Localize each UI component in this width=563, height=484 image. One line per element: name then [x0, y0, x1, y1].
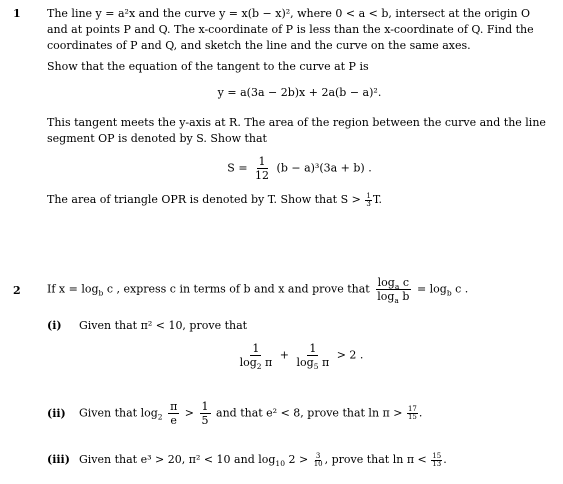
q2-part-i-frac2-den: [295, 356, 332, 372]
q2-part-ii-b: and that e² < 8, prove that ln π >: [216, 406, 403, 420]
q2-part-iii: [47, 452, 552, 468]
q2-part-ii-frac2-den: 5: [201, 414, 209, 427]
q2-part-ii-gt: >: [184, 406, 195, 420]
q1-equation-tangent: y = a(3a − 2b)x + 2a(b − a)².: [217, 86, 382, 99]
q2-pi-f1-log: log: [239, 356, 257, 369]
q2-part-ii-frac3-num: 17: [407, 405, 417, 413]
question-2-number: 2: [13, 284, 21, 297]
q2-intro-d: c .: [451, 282, 469, 296]
q2-part-ii-frac2: [200, 400, 211, 427]
q2-intro-a: If x = log: [47, 282, 99, 296]
q1-eq2-rhs: (b − a)³(3a + b) .: [276, 161, 372, 175]
question-1-body: [47, 6, 552, 208]
question-1-number: 1: [13, 7, 21, 20]
q1-paragraph-4: [47, 192, 552, 208]
q2-part-ii-sub: 2: [157, 412, 163, 422]
q2-part-i-inequality: [47, 342, 552, 372]
q2-part-iii-frac1-den: 10: [313, 459, 323, 468]
q2-part-iii-frac1: [313, 453, 324, 468]
q2-part-iii-c: , prove that ln π <: [324, 453, 427, 466]
q2-pi-f2-tail: π: [318, 356, 330, 369]
q2-part-ii: [47, 400, 552, 427]
q2-part-iii-statement: [47, 452, 552, 468]
q2-frac-den-sub: a: [394, 296, 399, 306]
q2-part-i-frac1-den: [238, 356, 275, 372]
q1-paragraph-2: Show that the equation of the tangent to the curve at P is: [47, 60, 369, 73]
q1-eq2-fraction: [253, 155, 271, 182]
q2-part-ii-frac3-den: 15: [407, 413, 417, 421]
q2-part-ii-frac3: [407, 406, 418, 421]
q2-part-i-frac1: [238, 342, 275, 372]
q2-part-iii-sub: 10: [275, 459, 285, 469]
q2-part-ii-statement: [47, 400, 552, 427]
q2-part-iii-frac2-den: 13: [432, 459, 442, 468]
q2-frac-num-tail: c: [399, 276, 409, 289]
q2-part-i-frac2-num: 1: [309, 342, 317, 355]
q2-pi-f2-sub: 5: [313, 362, 319, 372]
q2-part-ii-frac1-num: π: [170, 400, 178, 413]
q2-part-i-label: (i): [47, 319, 62, 332]
question-2-intro: [47, 276, 552, 306]
q2-part-ii-frac2-num: 1: [201, 400, 209, 413]
q2-part-iii-label: (iii): [47, 453, 70, 466]
q2-part-i-text: Given that π² < 10, prove that: [79, 319, 248, 332]
q2-part-i-frac1-num: 1: [252, 342, 260, 355]
q2-part-iii-b: 2 >: [284, 453, 309, 466]
q2-part-iii-a: Given that e³ > 20, π² < 10 and log: [79, 453, 276, 466]
q2-intro-b: c , express c in terms of b and x and prove that: [103, 282, 370, 296]
q1-p4-fraction: [365, 193, 371, 208]
q2-part-i-frac2: [295, 342, 332, 372]
q2-pi-f2-log: log: [296, 356, 314, 369]
q2-part-ii-frac1-den: e: [170, 414, 177, 427]
q2-intro-frac-num: [376, 276, 411, 290]
q2-intro-c: = log: [416, 282, 447, 296]
q1-equation-area: [47, 155, 552, 182]
q2-frac-num-sub: a: [394, 282, 400, 292]
q2-part-iii-frac1-num: 3: [315, 451, 321, 460]
q2-part-ii-frac1: [168, 400, 179, 427]
q1-p4-text: The area of triangle OPR is denoted by T. Show that S >: [47, 193, 361, 206]
q2-part-iii-frac2: [431, 453, 442, 468]
q1-eq2-numerator: 1: [258, 155, 266, 168]
q2-intro-sub2: b: [446, 288, 452, 298]
q2-part-ii-label: (ii): [47, 406, 66, 420]
q2-part-iii-frac2-num: 15: [432, 451, 442, 460]
q2-part-i-tail: > 2 .: [336, 348, 364, 362]
q1-paragraph-3: This tangent meets the y-axis at R. The area of the region between the curve and the line segment OP is denoted by S. Show that: [47, 116, 546, 145]
q2-pi-f1-tail: π: [261, 356, 273, 369]
q1-eq2-denominator: 12: [255, 169, 270, 182]
q2-part-ii-a: Given that log: [79, 406, 158, 420]
q2-part-iii-end: .: [443, 453, 447, 466]
q2-part-ii-end: .: [418, 406, 423, 420]
q1-p4-num: 1: [366, 191, 371, 200]
q1-eq2-lhs: S =: [227, 161, 248, 175]
q2-part-i: [47, 318, 552, 372]
q2-pi-f1-sub: 2: [256, 362, 262, 372]
q2-part-i-plus: +: [279, 348, 289, 362]
q1-p4-tail: T.: [372, 193, 383, 206]
q2-frac-den-log: log: [377, 290, 395, 303]
q2-part-i-statement: [47, 318, 552, 334]
q2-intro-sub1: b: [98, 288, 104, 298]
q2-frac-num-log: log: [377, 276, 395, 289]
q2-intro-frac-den: [375, 290, 411, 306]
q2-intro-line: [47, 276, 552, 306]
q1-paragraph-1: The line y = a²x and the curve y = x(b − x)², where 0 < a < b, intersect at the origin O and at points P and Q. The x-coordinate of P is less than the x-coordinate of Q. Find the coordinates of P and Q, and sketch the line and the curve on the same axes.: [47, 7, 534, 52]
q2-intro-fraction: [375, 276, 411, 306]
q1-p4-den: 3: [366, 199, 371, 208]
q2-frac-den-tail: b: [398, 290, 410, 303]
